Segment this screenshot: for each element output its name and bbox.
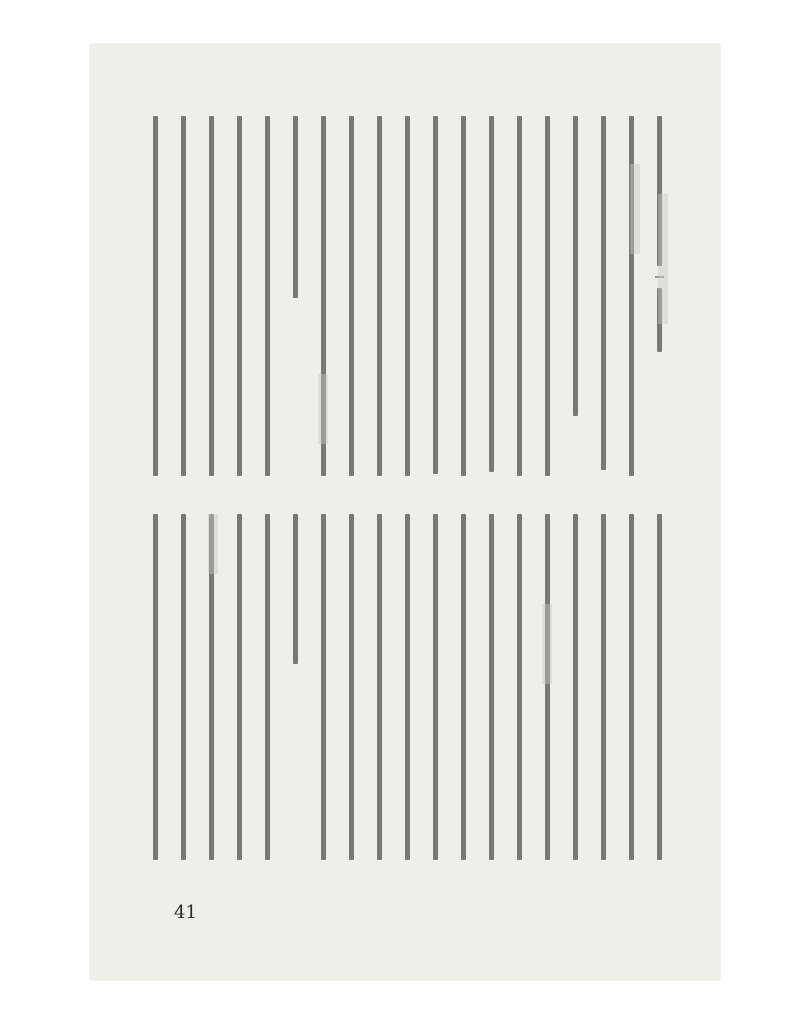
bleed-through-mark: [318, 374, 328, 444]
text-column: [424, 116, 446, 476]
text-column: [228, 116, 250, 476]
text-column: [340, 116, 362, 476]
text-column: [368, 514, 390, 860]
text-column: [480, 514, 502, 860]
text-column: [452, 514, 474, 860]
text-column: [564, 514, 586, 860]
book-page: [90, 44, 720, 980]
text-column: [592, 116, 614, 476]
text-column: [396, 514, 418, 860]
lower-text-block: [140, 514, 670, 860]
text-column: [256, 116, 278, 476]
text-column: [480, 116, 502, 476]
bleed-through-mark: [630, 164, 640, 254]
text-column: [508, 514, 530, 860]
text-column: [508, 116, 530, 476]
text-column: [200, 116, 222, 476]
text-column: [144, 116, 166, 476]
upper-text-block: [140, 116, 670, 476]
bleed-through-mark: [208, 514, 218, 574]
text-column: [228, 514, 250, 860]
text-column: [536, 514, 558, 860]
text-column: [284, 116, 306, 476]
text-column: [172, 514, 194, 860]
text-column: [340, 514, 362, 860]
text-column: [312, 514, 334, 860]
text-column: [396, 116, 418, 476]
text-column: [368, 116, 390, 476]
text-column: [620, 514, 642, 860]
text-column: [256, 514, 278, 860]
text-column: [592, 514, 614, 860]
text-column: [564, 116, 586, 476]
text-column: [284, 514, 306, 860]
bleed-through-mark: [542, 604, 552, 684]
text-column: [172, 116, 194, 476]
bleed-through-mark: [658, 194, 668, 324]
text-column: [536, 116, 558, 476]
text-column: [144, 514, 166, 860]
page-number: 41: [174, 902, 197, 923]
text-column: [452, 116, 474, 476]
text-column: [424, 514, 446, 860]
text-column: [648, 514, 670, 860]
